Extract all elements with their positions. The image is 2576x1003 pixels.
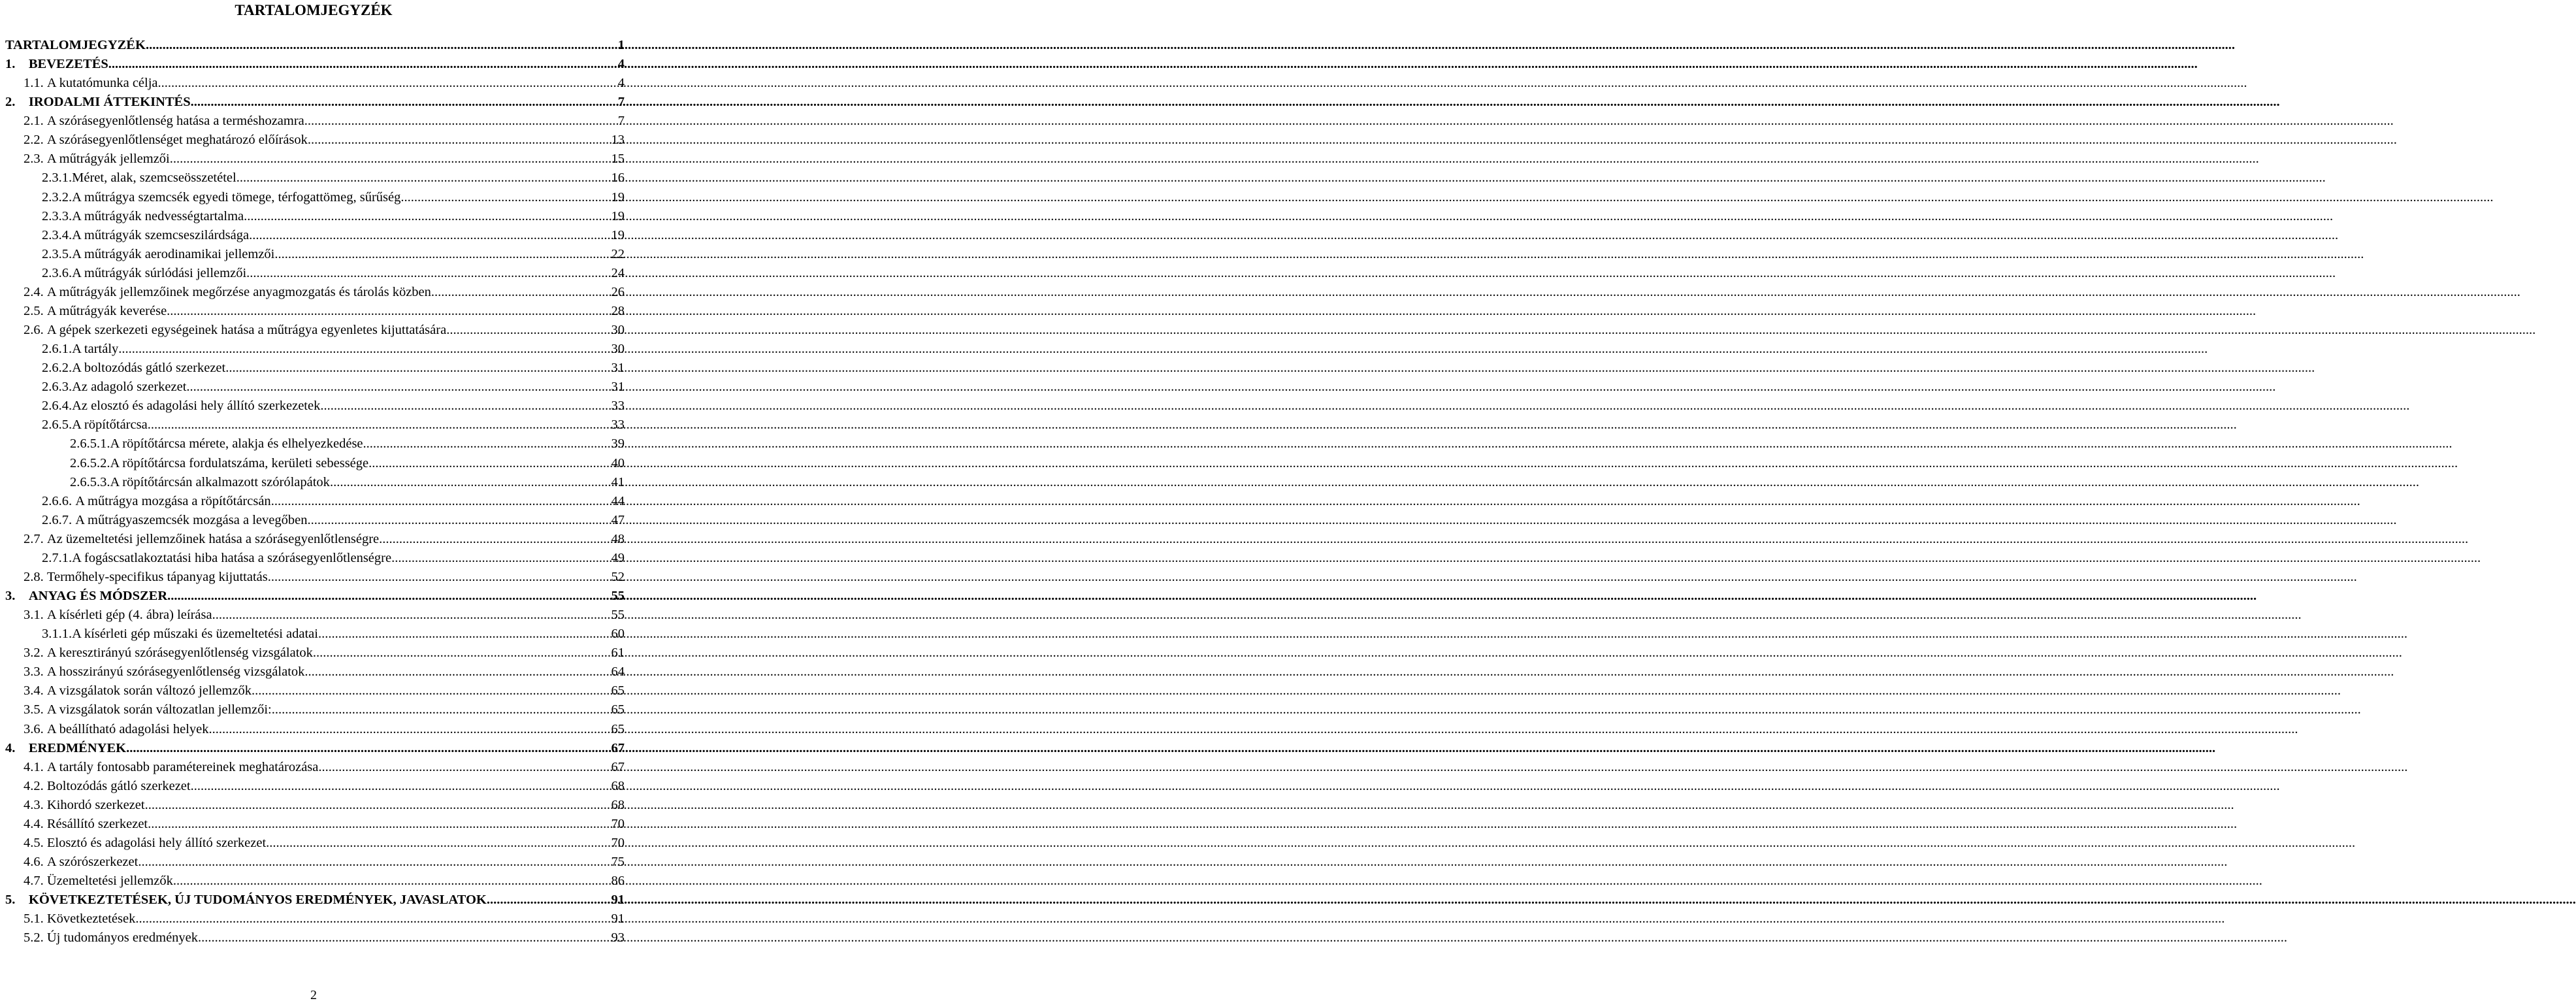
toc-entry-title: A kísérleti gép műszaki és üzemeltetési adatai [72, 627, 318, 642]
toc-entry-title: A fogáscsatlakoztatási hiba hatása a szórásegyenlőtlenségre [72, 550, 392, 565]
toc-entry-number: 2.6.7. [42, 512, 76, 527]
toc-entry-title: A beállítható adagolási helyek [46, 721, 209, 736]
toc-entry[interactable] [42, 511, 625, 530]
toc-entry-number: 4.2. [24, 778, 47, 793]
toc-leader-dots [268, 568, 611, 587]
toc-entry-number: 3.1. [24, 608, 47, 623]
toc-entry-title: A vizsgálatok során változatlan jellemzői: [46, 702, 272, 717]
toc-entry-page: 1 [617, 38, 625, 52]
toc-entry[interactable] [5, 587, 625, 606]
toc-entry-number: 2.7.1. [42, 550, 73, 565]
toc-entry-title: Az elosztó és adagolási hely állító szerkezetek [72, 399, 321, 414]
toc-entry-page: 31 [611, 361, 625, 376]
toc-leader-dots [318, 625, 611, 644]
toc-entry-number: 5.2. [24, 930, 47, 945]
toc-entry-page: 7 [617, 95, 625, 110]
toc-entry-page: 19 [611, 189, 625, 205]
toc-entry-page: 7 [617, 114, 625, 129]
toc-leader-dots [308, 131, 611, 150]
toc-entry-page: 47 [611, 512, 625, 527]
toc-entry[interactable] [24, 720, 625, 739]
toc-entry-number: 2.8. [24, 569, 47, 584]
toc-leader-dots [272, 700, 611, 719]
toc-entry-page: 19 [611, 227, 625, 242]
toc-entry[interactable] [42, 340, 625, 359]
toc-leader-dots [431, 283, 611, 302]
page-title: TARTALOMJEGYZÉK [235, 2, 393, 18]
toc-leader-dots [126, 739, 610, 758]
toc-leader-dots [170, 150, 611, 169]
toc-entry-number: 2.2. [24, 133, 47, 148]
toc-entry-page: 4 [617, 76, 625, 91]
toc-entry-page: 41 [611, 474, 625, 489]
toc-leader-dots [379, 530, 610, 549]
toc-entry[interactable] [5, 55, 625, 74]
toc-entry-title: A műtrágyák szemcseszilárdsága [72, 227, 250, 242]
toc-entry-number: 3.2. [24, 646, 47, 661]
toc-entry-page: 75 [611, 855, 625, 869]
toc-entry-number: 3.4. [24, 683, 47, 699]
toc-entry-title: BEVEZETÉS [28, 57, 108, 72]
toc-entry[interactable] [42, 226, 625, 245]
toc-entry[interactable] [24, 74, 625, 93]
toc-entry-title: A boltozódás gátló szerkezet [72, 361, 226, 376]
toc-entry-title: A műtrágya mozgása a röpítőtárcsán [75, 493, 271, 508]
toc-entry[interactable] [24, 112, 625, 131]
toc-entry-page: 55 [611, 608, 625, 623]
toc-entry[interactable] [24, 929, 625, 947]
toc-entry-number: 4.1. [24, 759, 47, 774]
toc-entry-number: 3.6. [24, 721, 47, 736]
toc-entry-title: A kutatómunka célja [46, 76, 158, 91]
toc-entry-page: 64 [611, 665, 625, 680]
toc-leader-dots [236, 169, 611, 188]
toc-entry-number: 2.3.6. [42, 265, 73, 280]
toc-entry-page: 91 [611, 912, 625, 927]
toc-leader-dots [363, 435, 611, 453]
toc-entry[interactable] [5, 93, 625, 112]
toc-leader-dots [186, 378, 610, 397]
toc-entry[interactable] [24, 777, 625, 796]
toc-leader-dots [146, 36, 617, 55]
toc-leader-dots [244, 207, 610, 226]
toc-entry-title: Üzemeltetési jellemzők [46, 874, 173, 889]
toc-entry-number: 2.6.1. [42, 342, 73, 357]
toc-entry-title: Az üzemeltetési jellemzőinek hatása a szórásegyenlőtlenségre [46, 531, 380, 546]
toc-entry-number: 2.6. [24, 323, 47, 338]
toc-entry-title: A műtrágyaszemcsék mozgása a levegőben [75, 512, 308, 527]
toc-leader-dots [191, 93, 617, 112]
toc-leader-dots [313, 644, 611, 663]
toc-entry-number: 4.5. [24, 835, 47, 850]
toc-entry-title: A vizsgálatok során változó jellemzők [46, 683, 252, 699]
toc-entry-number: 2.6.5.3. [70, 474, 110, 489]
toc-entry-page: 67 [611, 759, 625, 774]
toc-entry-page: 52 [611, 569, 625, 584]
toc-leader-dots [167, 302, 610, 321]
toc-entry-number: 2.5. [24, 303, 47, 318]
toc-entry-title: A hosszirányú szórásegyenlőtlenség vizsgálatok [46, 665, 305, 680]
toc-entry-page: 55 [611, 589, 625, 604]
toc-entry-page: 31 [611, 380, 625, 395]
toc-entry-title: A műtrágyák aerodinamikai jellemzői [72, 246, 275, 261]
toc-entry-page: 16 [611, 171, 625, 186]
toc-leader-dots [148, 815, 610, 834]
toc-entry-number: 5.1. [24, 912, 47, 927]
toc-entry-page: 65 [611, 721, 625, 736]
toc-entry-page: 61 [611, 646, 625, 661]
toc-entry-title: Résállító szerkezet [46, 816, 148, 831]
toc-entry-title: A röpítőtárcsa [72, 418, 148, 433]
toc-entry-title: A röpítőtárcsán alkalmazott szórólapátok [110, 474, 330, 489]
toc-entry-title: Boltozódás gátló szerkezet [46, 778, 191, 793]
toc-entry-page: 70 [611, 835, 625, 850]
toc-entry-title: IRODALMI ÁTTEKINTÉS [28, 95, 191, 110]
toc-entry-number: 3. [5, 589, 29, 604]
toc-entry-title: A műtrágyák jellemzői [46, 152, 170, 167]
toc-entry[interactable] [24, 663, 625, 682]
toc-leader-dots [145, 796, 611, 815]
toc-entry[interactable] [24, 700, 625, 719]
toc-leader-dots [446, 321, 610, 340]
toc-entry-page: 13 [611, 133, 625, 148]
toc-entry-number: 1.1. [24, 76, 47, 91]
toc-leader-dots [118, 340, 610, 359]
toc-entry-page: 24 [611, 265, 625, 280]
toc-entry[interactable] [24, 758, 625, 777]
toc-leader-dots [209, 720, 611, 739]
toc-leader-dots [307, 511, 610, 530]
toc-entry[interactable] [42, 625, 625, 644]
toc-entry-title: A gépek szerkezeti egységeinek hatása a műtrágya egyenletes kijuttatására [46, 323, 447, 338]
toc-entry-title: A keresztirányú szórásegyenlőtlenség vizsgálatok [46, 646, 313, 661]
toc-leader-dots [266, 834, 610, 853]
toc-entry[interactable] [42, 549, 625, 568]
toc-leader-dots [173, 872, 611, 891]
toc-entry-title: TARTALOMJEGYZÉK [5, 38, 146, 52]
toc-entry-title: Termőhely-specifikus tápanyag kijuttatás [46, 569, 268, 584]
toc-leader-dots [135, 910, 610, 929]
toc-entry-title: A röpítőtárcsa fordulatszáma, kerületi sebessége [110, 455, 369, 470]
toc-entry[interactable] [24, 834, 625, 853]
toc-leader-dots [304, 112, 617, 131]
toc-entry-number: 5. [5, 893, 29, 908]
toc-leader-dots [212, 606, 611, 625]
toc-entry-title: A szórásegyenlőtlenséget meghatározó előírások [46, 133, 308, 148]
toc-leader-dots [158, 74, 617, 93]
toc-entry-title: A műtrágyák súrlódási jellemzői [72, 265, 247, 280]
toc-leader-dots [404, 188, 610, 207]
toc-entry-page: 68 [611, 797, 625, 812]
toc-entry-number: 2.3.5. [42, 246, 73, 261]
toc-leader-dots [246, 264, 610, 283]
toc-entry[interactable] [5, 36, 625, 55]
toc-leader-dots [304, 663, 610, 682]
toc-entry-title: A műtrágya szemcsék egyedi tömege, térfogattömeg, sűrűség. [72, 189, 404, 205]
toc-leader-dots [225, 359, 610, 378]
toc-leader-dots [252, 682, 611, 700]
toc-entry-number: 2.3.2. [42, 189, 73, 205]
toc-entry-page: 33 [611, 399, 625, 414]
toc-leader-dots [148, 416, 611, 435]
toc-entry-page: 19 [611, 208, 625, 223]
toc-leader-dots [271, 492, 611, 511]
toc-leader-dots [487, 891, 611, 910]
toc-entry[interactable] [24, 321, 625, 340]
toc-entry-number: 4.4. [24, 816, 47, 831]
toc-entry-page: 26 [611, 284, 625, 299]
toc-entry-number: 2.6.4. [42, 399, 73, 414]
toc-entry-page: 91 [611, 893, 625, 908]
toc-entry-number: 3.3. [24, 665, 47, 680]
toc-leader-dots [167, 587, 610, 606]
toc-leader-dots [198, 929, 610, 947]
toc-entry-number: 2.6.5.2. [70, 455, 110, 470]
toc-entry-title: A kísérleti gép (4. ábra) leírása [46, 608, 212, 623]
toc-entry[interactable] [24, 131, 625, 150]
toc-entry[interactable] [70, 435, 625, 453]
toc-entry-title: EREDMÉNYEK [28, 740, 127, 755]
toc-entry[interactable] [42, 359, 625, 378]
toc-entry-page: 40 [611, 455, 625, 470]
toc-entry[interactable] [24, 150, 625, 169]
toc-entry[interactable] [24, 796, 625, 815]
toc-entry-number: 2.6.5.1. [70, 436, 110, 452]
toc-leader-dots [274, 245, 610, 264]
toc-entry-page: 65 [611, 702, 625, 717]
toc-entry[interactable] [42, 245, 625, 264]
toc-entry-number: 3.5. [24, 702, 47, 717]
toc-entry[interactable] [24, 530, 625, 549]
toc-entry[interactable] [42, 188, 625, 207]
toc-entry[interactable] [5, 891, 625, 910]
toc-entry[interactable] [42, 397, 625, 416]
toc-leader-dots [318, 758, 610, 777]
toc-entry-title: A tartály fontosabb paramétereinek meghatározása [46, 759, 319, 774]
toc-entry[interactable] [5, 739, 625, 758]
toc-entry-title: Kihordó szerkezet [46, 797, 145, 812]
toc-entry[interactable] [42, 264, 625, 283]
toc-entry-page: 28 [611, 303, 625, 318]
toc-entry-page: 4 [617, 57, 625, 72]
toc-entry[interactable] [24, 853, 625, 872]
toc-entry-title: A műtrágyák nedvességtartalma [72, 208, 244, 223]
toc-entry-title: ANYAG ÉS MÓDSZER [28, 589, 168, 604]
toc-entry-number: 4.3. [24, 797, 47, 812]
toc-leader-dots [138, 853, 610, 872]
toc-entry-title: Elosztó és adagolási hely állító szerkezet [46, 835, 267, 850]
toc-entry-title: Következtetések [46, 912, 136, 927]
toc-entry[interactable] [24, 644, 625, 663]
toc-entry-number: 4.7. [24, 874, 47, 889]
toc-entry[interactable] [24, 283, 625, 302]
toc-entry-page: 48 [611, 531, 625, 546]
toc-entry-page: 39 [611, 436, 625, 452]
toc-entry-page: 70 [611, 816, 625, 831]
toc-entry-number: 2.6.3. [42, 380, 73, 395]
toc-entry-number: 2.6.2. [42, 361, 73, 376]
toc-entry-title: A tartály [72, 342, 119, 357]
toc-entry[interactable] [42, 169, 625, 188]
toc-entry[interactable] [24, 910, 625, 929]
toc-entry[interactable] [42, 207, 625, 226]
toc-entry-number: 2.3.4. [42, 227, 73, 242]
toc-entry-number: 2.6.5. [42, 418, 73, 433]
toc-entry-page: 67 [611, 740, 625, 755]
toc-entry-title: Az adagoló szerkezet [72, 380, 187, 395]
toc-leader-dots [249, 226, 610, 245]
toc-entry[interactable] [24, 302, 625, 321]
toc-entry-number: 2.3. [24, 152, 47, 167]
toc-entry-number: 4. [5, 740, 29, 755]
toc-leader-dots [320, 397, 610, 416]
toc-entry[interactable] [42, 378, 625, 397]
toc-entry[interactable] [24, 568, 625, 587]
toc-entry-title: A műtrágyák keverése [46, 303, 167, 318]
toc-entry-title: A szórásegyenlőtlenség hatása a terméshozamra [46, 114, 304, 129]
toc-entry-page: 93 [611, 930, 625, 945]
toc-entry-page: 30 [611, 323, 625, 338]
toc-entry-page: 22 [611, 246, 625, 261]
toc-entry-title: Új tudományos eredmények [46, 930, 199, 945]
toc-entry-title: Méret, alak, szemcseösszetétel [72, 171, 236, 186]
toc-entry[interactable] [24, 815, 625, 834]
toc-entry-page: 68 [611, 778, 625, 793]
toc-entry-number: 2.4. [24, 284, 47, 299]
toc-entry[interactable] [70, 454, 625, 473]
toc-entry[interactable] [24, 872, 625, 891]
toc-entry-page: 65 [611, 683, 625, 699]
toc-entry-number: 1. [5, 57, 29, 72]
toc-entry-number: 2.3.3. [42, 208, 73, 223]
toc-leader-dots [391, 549, 610, 568]
toc-entry[interactable] [70, 473, 625, 492]
toc-leader-dots [330, 473, 611, 492]
toc-leader-dots [368, 454, 610, 473]
toc-entry-page: 15 [611, 152, 625, 167]
toc-entry-number: 2.1. [24, 114, 47, 129]
toc-entry-number: 2.3.1. [42, 171, 73, 186]
toc-entry-page: 49 [611, 550, 625, 565]
toc-entry-page: 30 [611, 342, 625, 357]
toc-entry-number: 2.7. [24, 531, 47, 546]
toc-entry[interactable] [24, 682, 625, 700]
toc-entry-number: 3.1.1. [42, 627, 73, 642]
toc-entry-title: A szórószerkezet [46, 855, 139, 869]
toc-entry[interactable] [42, 416, 625, 435]
toc-entry-page: 60 [611, 627, 625, 642]
toc-entry-title: KÖVETKEZTETÉSEK, ÚJ TUDOMÁNYOS EREDMÉNYEK, JAVASLATOK [28, 893, 487, 908]
toc-entry-number: 4.6. [24, 855, 47, 869]
toc-entry-page: 86 [611, 874, 625, 889]
toc-entry[interactable] [42, 492, 625, 511]
toc-entry-page: 33 [611, 418, 625, 433]
toc-leader-dots [191, 777, 611, 796]
toc-entry-number: 2.6.6. [42, 493, 76, 508]
toc-entry-page: 44 [611, 493, 625, 508]
toc-entry[interactable] [24, 606, 625, 625]
toc-entry-number: 2. [5, 95, 29, 110]
toc-leader-dots [108, 55, 617, 74]
page-number: 2 [310, 988, 317, 1002]
toc-entry-title: A műtrágyák jellemzőinek megőrzése anyagmozgatás és tárolás közben [46, 284, 431, 299]
toc-entry-title: A röpítőtárcsa mérete, alakja és elhelyezkedése [110, 436, 363, 452]
